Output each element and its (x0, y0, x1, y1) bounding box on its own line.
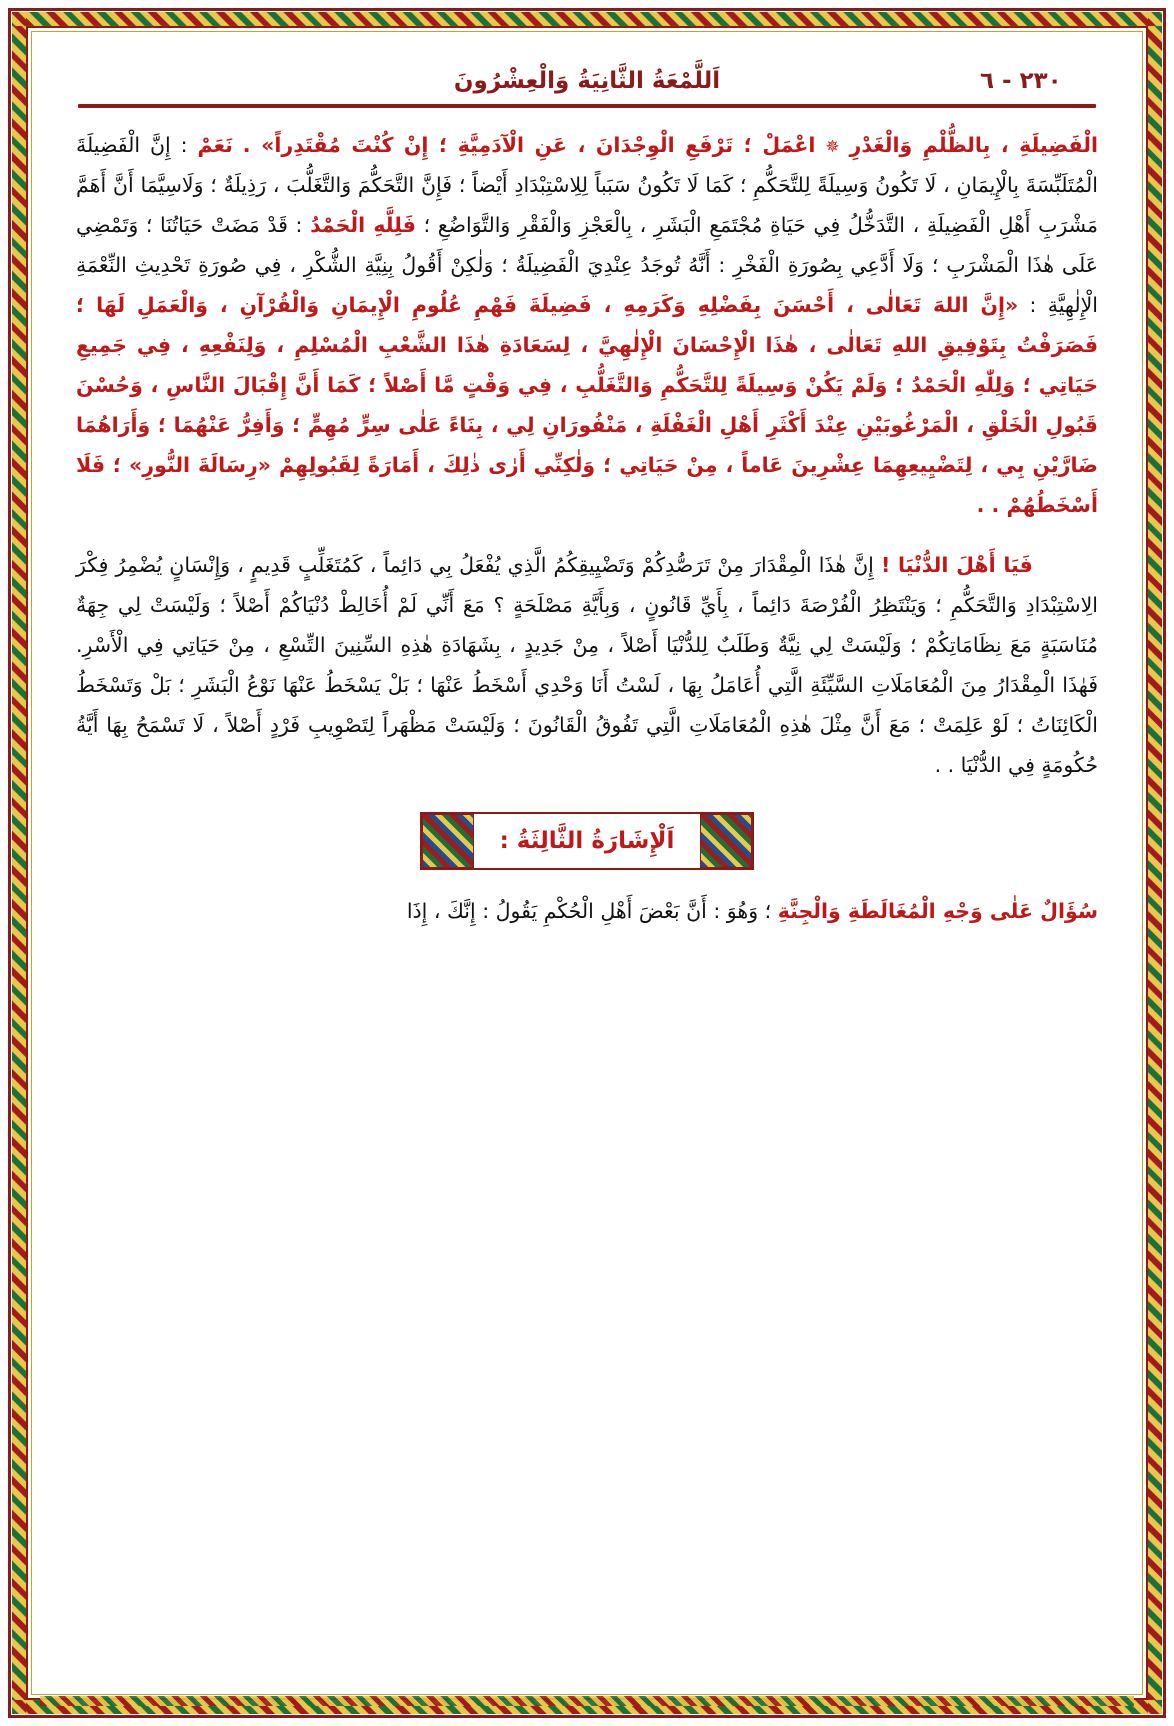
page-number: ٢٣٠ - ٦ (980, 68, 1062, 94)
section-heading-wrapper (70, 812, 1104, 870)
section-heading-box (420, 812, 755, 870)
heading-ornament-left-icon (700, 814, 752, 868)
para1-seg-1: : إِنَّ الْفَضِيلَةَ الْمُتَلَبِّسَةَ بِالْإِيمَانِ ، لَا تَكُونُ وَسِيلَةً لِلتَّحَكُّمِ ؛ كَمَا لَا تَكُونُ سَبَباً لِلِاسْتِبْدَادِ أَيْضاً ؛ فَإِنَّ التَّحَكُّمَ وَالتَّغَلُّبَ ، رَذِيلَةٌ ؛ وَلَاسِيَّمَا أَنَّ أَهَمَّ مَشْرَبِ أَهْلِ الْفَضِيلَةِ ، التَّدَخُّلُ فِي حَيَاةِ مُجْتَمَعِ الْبَشَرِ ، بِالْعَجْزِ وَالْفَقْرِ وَالتَّوَاضُعِ ؛ (76, 133, 1098, 237)
page-header (70, 68, 1104, 94)
bottom-ornament-strip (40, 1696, 1134, 1706)
header-divider (78, 104, 1096, 108)
para3-seg-1: ؛ وَهُوَ : أَنَّ بَعْضَ أَهْلِ الْحُكْمِ يَقُولُ : إِنَّكَ ، إِذَا (406, 898, 772, 923)
para3-seg-0: سُؤَالٌ عَلٰى وَجْهِ الْمُغَالَطَةِ وَالْجِنَّةِ (777, 898, 1098, 923)
para1-seg-2: فَلِلَّهِ الْحَمْدُ (310, 212, 416, 237)
para2-seg-0: فَيَا أَهْلَ الدُّنْيَا ! (880, 552, 1033, 577)
chapter-title: اَللَّمْعَةُ الثَّانِيَةُ وَالْعِشْرُونَ (453, 68, 721, 94)
para1-red-lead-2: اعْمَلْ ؛ تَرْفَعِ الْوِجْدَانَ ، عَنِ الْآدَمِيَّةِ ؛ إِنْ كُنْتَ مُقْتَدِراً» . (242, 133, 816, 157)
para2-seg-1: إِنَّ هٰذَا الْمِقْدَارَ مِنْ تَرَصُّدِكُمْ وَتَضْيِيقِكُمُ الَّذِي يُفْعَلُ بِي دَائِماً ، كَمُتَغَلِّبٍ قَدِيمٍ ، وَإِنْسَانٍ يُضْمِرُ فِكْرَ الِاسْتِبْدَادِ وَالتَّحَكُّمِ ؛ وَيَنْتَظِرُ الْفُرْصَةَ دَائِماً ، بِأَيِّ قَانُونٍ ، وَبِأَيَّةِ مَصْلَحَةٍ ؟ مَعَ أَنِّي لَمْ أُخَالِطْ دُنْيَاكُمْ أَصْلاً ؛ وَلَيْسَتْ لِي جِهَةٌ مُنَاسَبَةٍ مَعَ نِظَامَاتِكُمْ ؛ وَلَيْسَتْ لِي نِيَّةٌ وَطَلَبٌ لِلدُّنْيَا أَصْلاً ، مِنْ جَدِيدٍ ، بِشَهَادَةِ هٰذِهِ السِّنِينَ التِّسْعِ ، مِنْ حَيَاتِي فِي الْأَسْرِ. فَهٰذَا الْمِقْدَارُ مِنَ الْمُعَامَلَاتِ السَّيِّئَةِ الَّتِي أُعَامَلُ بِهَا ، لَسْتُ أَنَا وَحْدِي أَسْخَطُ عَنْهَا ؛ بَلْ يَسْخَطُ عَنْهَا نَوْعُ الْبَشَرِ ؛ بَلْ وَتَسْخَطُ الْكَائِنَاتُ ؛ لَوْ عَلِمَتْ ؛ مَعَ أَنَّ مِثْلَ هٰذِهِ الْمُعَامَلَاتِ الَّتِي تَفُوقُ الْقَانُونَ ؛ وَلَيْسَتْ مَظْهَراً لِتَصْوِيبِ فَرْدٍ أَصْلاً ، لَا تَسْمَحُ بِهَا أَيَّةُ حُكُومَةٍ فِي الدُّنْيَا . . (76, 552, 1098, 777)
paragraph-3 (76, 892, 1098, 932)
heading-ornament-right-icon (422, 814, 474, 868)
section-heading-text: اَلْإِشَارَةُ الثَّالِثَةُ : (499, 827, 675, 854)
page-content (46, 46, 1128, 1680)
para1-seg-4: «إِنَّ اللهَ تَعَالٰى ، أَحْسَنَ بِفَضْلِهِ وَكَرَمِهِ ، فَضِيلَةَ فَهْمِ عُلُومِ الْإِيمَانِ وَالْقُرْآنِ ، وَالْعَمَلِ لَهَا ؛ فَصَرَفْتُ بِتَوْفِيقِ اللهِ تَعَالٰى ، هٰذَا الْإِحْسَانَ الْإِلٰهِيَّ ، لِسَعَادَةِ هٰذَا الشَّعْبِ الْمُسْلِمِ ، وَلِنَفْعِهِ ، فِي جَمِيعِ حَيَاتِي ؛ وَلِلّٰهِ الْحَمْدُ ؛ وَلَمْ يَكُنْ وَسِيلَةً لِلتَّحَكُّمِ وَالتَّغَلُّبِ ، فِي وَقْتٍ مَّا أَصْلاً ؛ كَمَا أَنَّ إِقْبَالَ النَّاسِ ، وَحُسْنَ قَبُولِ الْخَلْقِ ، الْمَرْغُوبَيْنِ عِنْدَ أَكْثَرِ أَهْلِ الْغَفْلَةِ ، مَنْفُورَانِ لِي ، بِنَاءً عَلٰى سِرٍّ مُهِمٍّ ؛ وَأَفِرُّ عَنْهُمَا ؛ وَأَرَاهُمَا ضَارَّيْنِ بِي ، لِتَضْيِيعِهِمَا عِشْرِينَ عَاماً ، مِنْ حَيَاتِي ؛ وَلٰكِنِّي أَرٰى ذٰلِكَ ، أَمَارَةً لِقَبُولِهِمْ «رِسَالَةَ النُّورِ» ؛ فَلَا أَسْخَطُهُمْ . . (76, 292, 1098, 517)
para1-red-lead: الْفَضِيلَةِ ، بِالظُّلْمِ وَالْغَدْرِ (849, 133, 1098, 157)
para1-seg-0: نَعَمْ (197, 133, 233, 157)
para1-seg-3: : قَدْ مَضَتْ حَيَاتُنَا ؛ وَتَمْضِي عَلَى هٰذَا الْمَشْرَبِ ؛ وَلَا أَدَّعِي بِصُورَةِ الْفَخْرِ : أَنَّهُ تُوجَدُ عِنْدِيَ الْفَضِيلَةُ ؛ وَلٰكِنْ أَقُولُ بِنِيَّةِ الشُّكْرِ ، فِي صُورَةِ تَحْدِيثِ النِّعْمَةِ الْإِلٰهِيَّةِ : (76, 212, 1098, 317)
flower-ornament-icon: ✵ (825, 137, 840, 157)
paragraph-2 (76, 546, 1098, 786)
paragraph-1 (76, 126, 1098, 526)
